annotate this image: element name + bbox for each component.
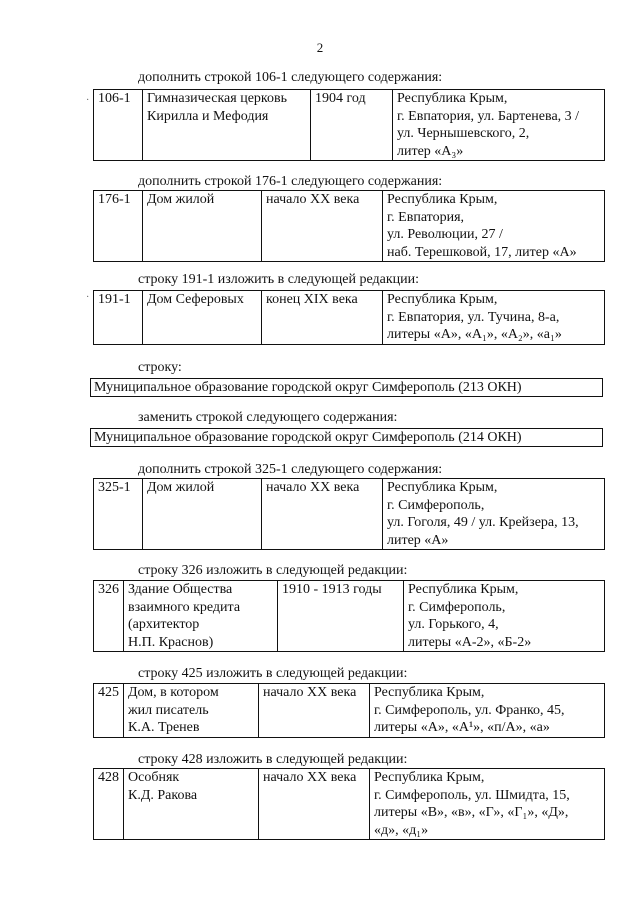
heritage-table-row	[93, 190, 605, 262]
object-name: Особняк К.Д. Ракова	[124, 769, 259, 840]
heritage-table-row	[93, 478, 605, 550]
object-address: Республика Крым, г. Симферополь, ул. Франко, 45, литеры «А», «А¹», «п/А», «а»	[370, 684, 605, 738]
object-name: Здание Общества взаимного кредита (архитектор Н.П. Краснов)	[124, 581, 278, 652]
object-address: Республика Крым, г. Симферополь, ул. Горького, 4, литеры «А-2», «Б-2»	[404, 581, 605, 652]
object-date: 1910 - 1913 годы	[278, 581, 404, 652]
instruction-text: строку 191-1 изложить в следующей редакции:	[138, 272, 420, 287]
object-name: Гимназическая церковь Кирилла и Мефодия	[143, 90, 311, 161]
object-address: Республика Крым, г. Симферополь, ул. Гоголя, 49 / ул. Крейзера, 13, литер «А»	[383, 479, 605, 550]
row-number: 325-1	[94, 479, 143, 550]
municipality-row-old: Муниципальное образование городской округ Симферополь (213 ОКН)	[90, 378, 603, 397]
object-date: начало XX века	[262, 479, 383, 550]
object-name: Дом, в котором жил писатель К.А. Тренев	[124, 684, 259, 738]
instruction-text: строку 326 изложить в следующей редакции:	[138, 563, 408, 578]
instruction-text: дополнить строкой 176-1 следующего содержания:	[138, 174, 443, 189]
instruction-text: строку 428 изложить в следующей редакции:	[138, 752, 408, 767]
object-date: начало XX века	[259, 684, 370, 738]
heritage-table-row	[93, 683, 605, 738]
instruction-text: строку 425 изложить в следующей редакции:	[138, 666, 408, 681]
instruction-text: заменить строкой следующего содержания:	[138, 410, 398, 425]
scan-mark: ·	[86, 95, 90, 106]
object-name: Дом Сеферовых	[143, 291, 262, 345]
object-date: начало XX века	[259, 769, 370, 840]
object-date: конец XIX века	[262, 291, 383, 345]
page-number: 2	[316, 40, 324, 55]
object-name: Дом жилой	[143, 191, 262, 262]
object-address: Республика Крым, г. Евпатория, ул. Революции, 27 / наб. Терешковой, 17, литер «А»	[383, 191, 605, 262]
municipality-row-new: Муниципальное образование городской округ Симферополь (214 ОКН)	[90, 428, 603, 447]
object-address: Республика Крым, г. Симферополь, ул. Шмидта, 15, литеры «В», «в», «Г», «Г₁», «Д», «д», «д₁»	[370, 769, 605, 840]
heritage-table-row	[93, 89, 605, 161]
heritage-table-row	[93, 580, 605, 652]
row-number: 191-1	[94, 291, 143, 345]
row-number: 428	[94, 769, 124, 840]
heritage-table-row	[93, 290, 605, 345]
row-number: 425	[94, 684, 124, 738]
object-name: Дом жилой	[143, 479, 262, 550]
instruction-text: дополнить строкой 325-1 следующего содержания:	[138, 462, 443, 477]
row-number: 106-1	[94, 90, 143, 161]
object-date: 1904 год	[311, 90, 393, 161]
object-address: Республика Крым, г. Евпатория, ул. Бартенева, 3 / ул. Чернышевского, 2, литер «А₃»	[393, 90, 605, 161]
object-address: Республика Крым, г. Евпатория, ул. Тучина, 8-а, литеры «А», «А₁», «А₂», «а₁»	[383, 291, 605, 345]
heritage-table-row	[93, 768, 605, 840]
instruction-text: строку:	[138, 360, 182, 375]
object-date: начало XX века	[262, 191, 383, 262]
row-number: 176-1	[94, 191, 143, 262]
instruction-text: дополнить строкой 106-1 следующего содержания:	[138, 70, 443, 85]
row-number: 326	[94, 581, 124, 652]
scan-mark: ·	[86, 292, 90, 303]
